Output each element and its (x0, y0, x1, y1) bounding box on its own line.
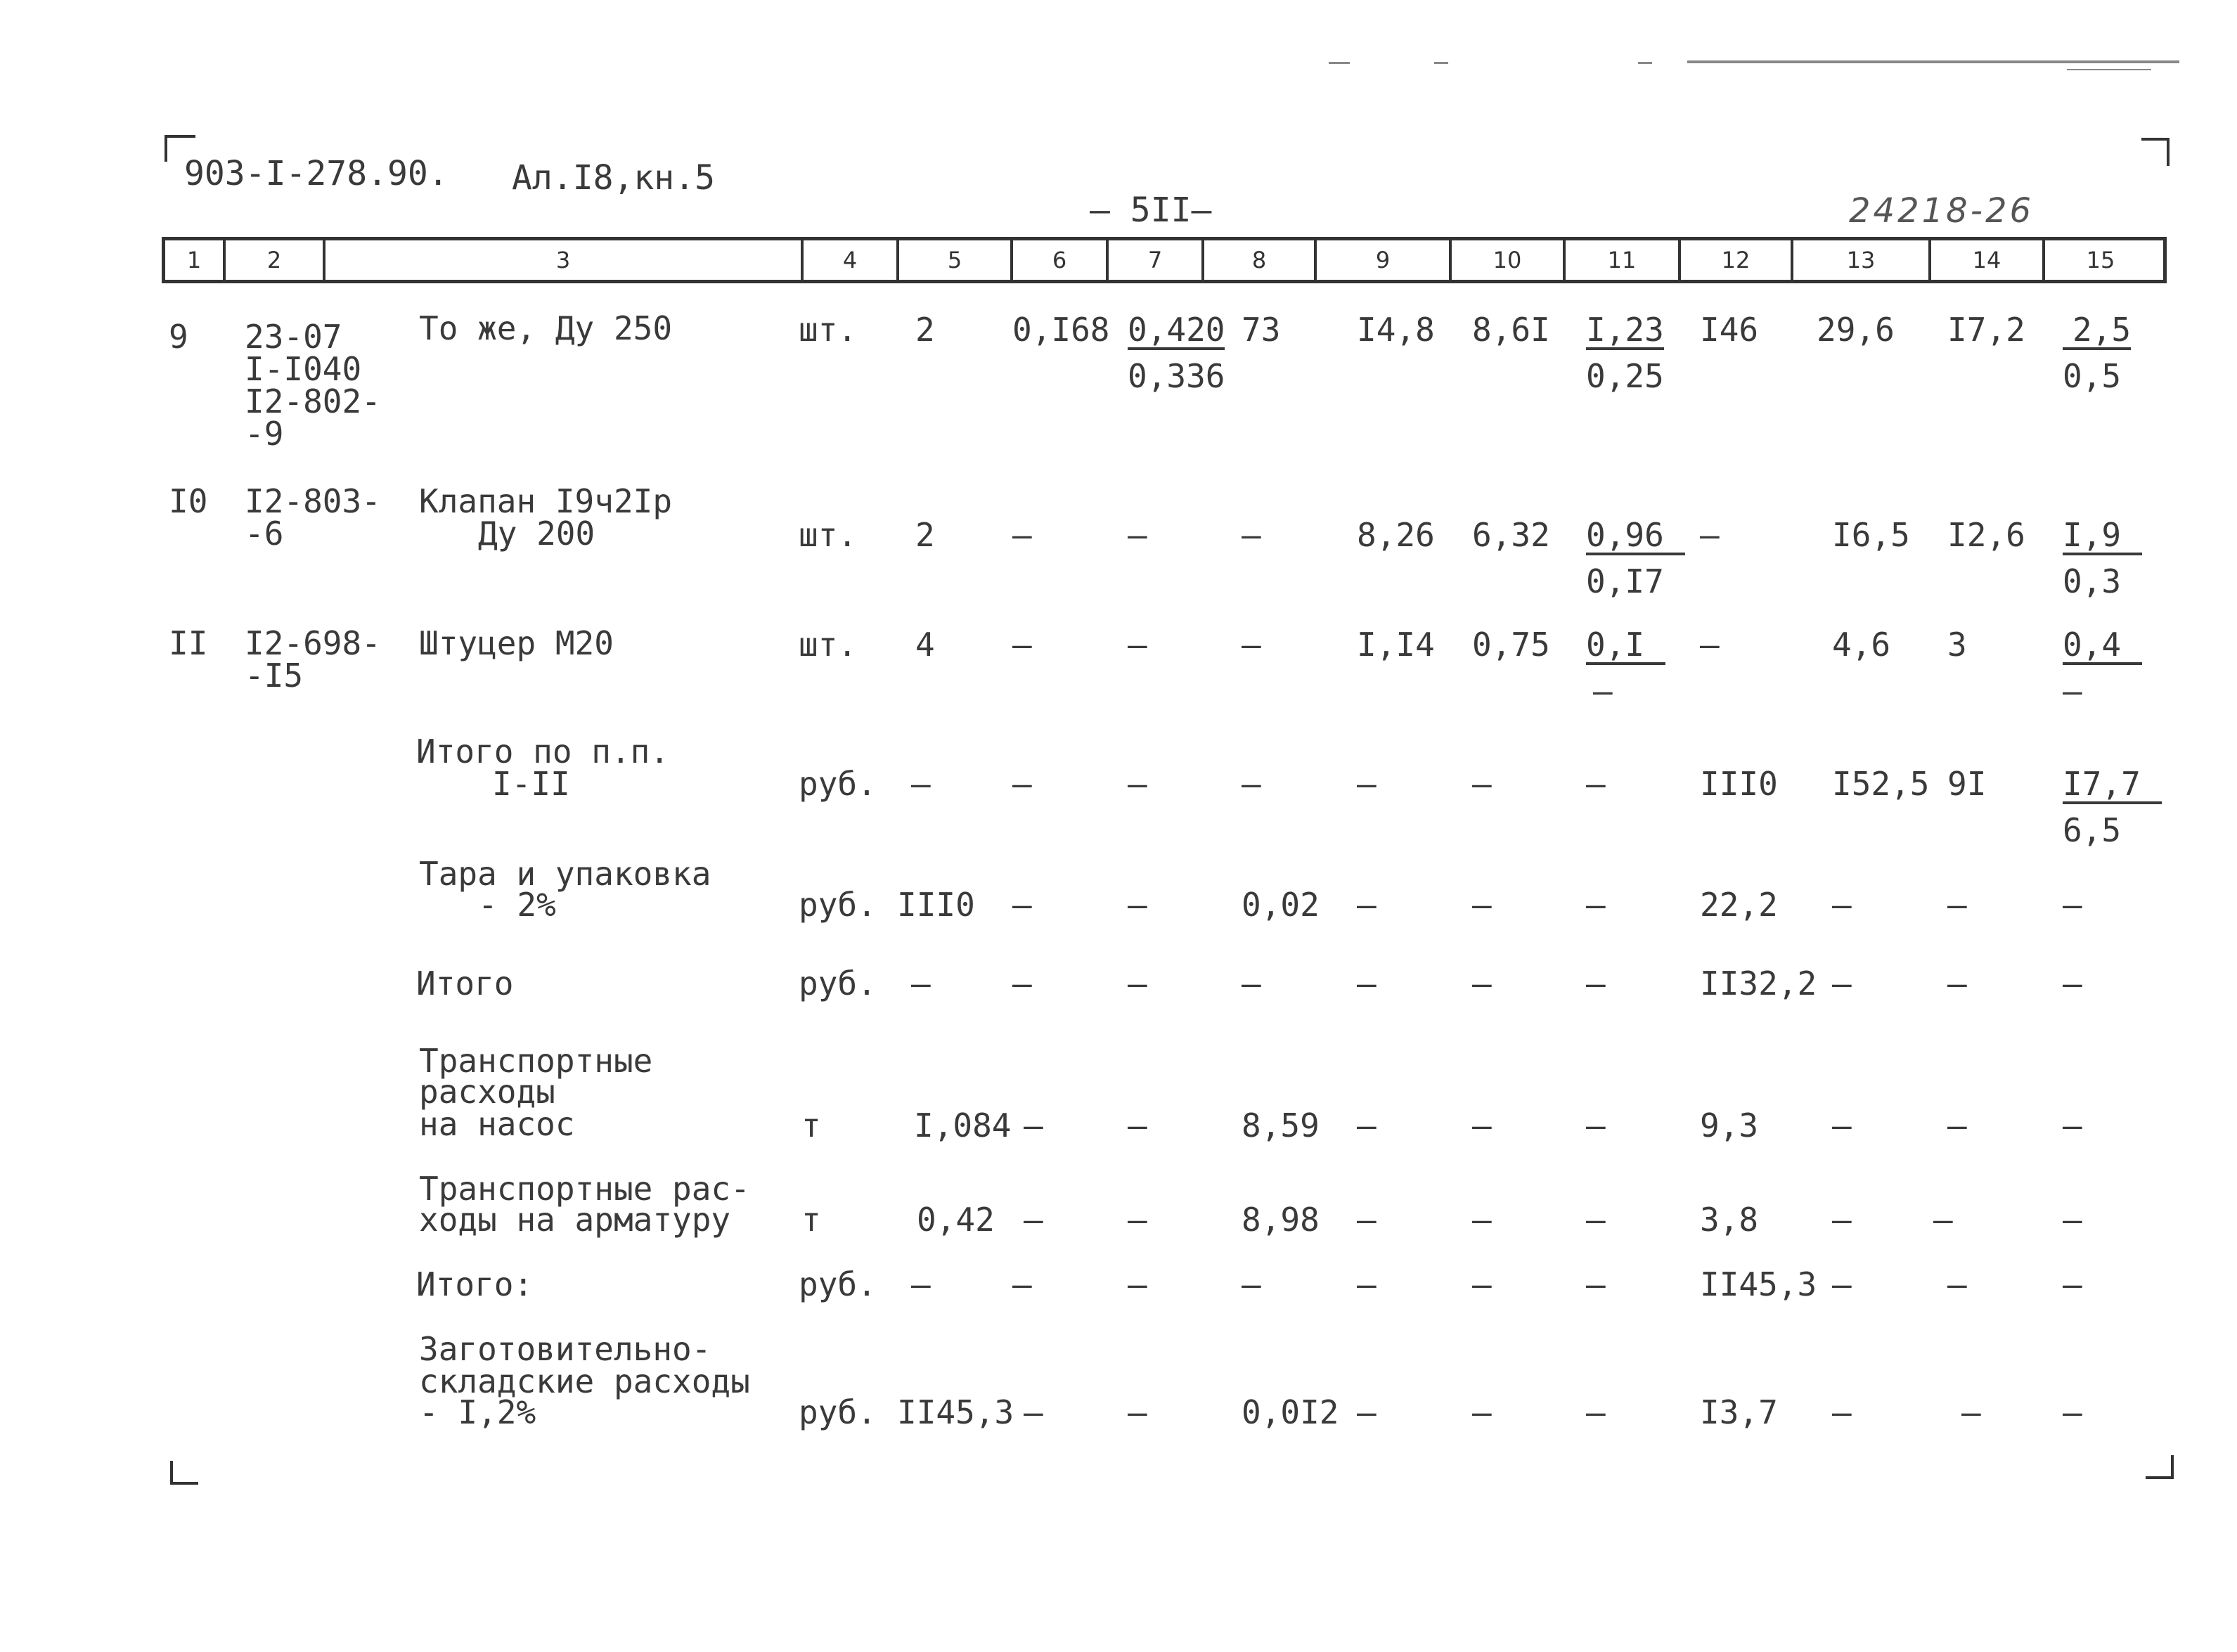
unit: шт. (799, 311, 858, 349)
price-code: -9 (245, 415, 284, 453)
cell-col9: I4,8 (1357, 311, 1435, 349)
cell-col10: – (1472, 1265, 1492, 1303)
cell-col12: – (1700, 626, 1720, 664)
cell-col7: – (1128, 1265, 1147, 1303)
cell-col5: – (911, 765, 931, 803)
unit: шт. (799, 626, 858, 664)
cell-col12: 22,2 (1700, 886, 1778, 924)
cell-col12: I3,7 (1700, 1393, 1778, 1431)
cell-col7: – (1128, 886, 1147, 924)
cell-col5: II45,3 (897, 1393, 1014, 1431)
cell-col6: – (1012, 886, 1032, 924)
item-name: То же, Ду 250 (419, 309, 673, 347)
column-header: 6 (1013, 240, 1109, 280)
cell-col9: – (1357, 1265, 1377, 1303)
item-name: складские расходы (419, 1362, 750, 1400)
corner-mark-bottom-left (170, 1461, 198, 1485)
cell-col5: 0,42 (917, 1201, 995, 1239)
cell-col15: – (2063, 1106, 2082, 1144)
column-header: 5 (899, 240, 1013, 280)
cell-col14: 3 (1947, 626, 1967, 664)
cell-col8: 0,02 (1242, 886, 1320, 924)
cell-col11: – (1586, 1106, 1606, 1144)
column-header: 4 (804, 240, 899, 280)
quantity: 2 (915, 516, 935, 554)
cell-col8: – (1242, 626, 1261, 664)
cell-col11-lower: 0,25 (1586, 357, 1664, 395)
cell-col6: – (1024, 1106, 1043, 1144)
cell-col6: – (1024, 1201, 1043, 1239)
item-name: Ду 200 (478, 515, 595, 553)
cell-col15-lower: 6,5 (2063, 811, 2122, 849)
cell-col7: – (1128, 765, 1147, 803)
cell-col10: – (1472, 886, 1492, 924)
cell-col11: – (1586, 1201, 1606, 1239)
column-header: 9 (1317, 240, 1452, 280)
price-code: I2-698- (245, 624, 381, 662)
cell-col7: – (1128, 1393, 1147, 1431)
unit: т (801, 1201, 821, 1239)
cell-col6: – (1012, 765, 1032, 803)
item-name: - 2% (478, 886, 556, 924)
cell-col12: II32,2 (1700, 964, 1817, 1002)
column-header: 1 (165, 240, 226, 280)
cell-col13: – (1832, 1106, 1852, 1144)
scan-mark (1687, 60, 2179, 63)
item-name: на насос (419, 1105, 575, 1143)
cell-col15: – (2063, 1201, 2082, 1239)
quantity: 2 (915, 311, 935, 349)
item-name: Тара и упаковка (419, 855, 711, 893)
cell-col10: 6,32 (1472, 516, 1550, 554)
cell-col8: 73 (1242, 311, 1281, 349)
price-code: I2-802- (245, 382, 381, 420)
column-header: 14 (1931, 240, 2045, 280)
row-number: I0 (169, 482, 208, 520)
cell-col5: I,084 (914, 1106, 1012, 1144)
item-name: Итого по п.п. (416, 733, 670, 770)
cell-col14: – (1947, 1265, 1967, 1303)
cell-col15: I,9 (2063, 519, 2142, 555)
cell-col15: – (2063, 1265, 2082, 1303)
item-name: - I,2% (419, 1393, 536, 1431)
cell-col13: I6,5 (1832, 516, 1910, 554)
cell-col11: – (1586, 1393, 1606, 1431)
unit: руб. (799, 1393, 877, 1431)
cell-col10: – (1472, 1201, 1492, 1239)
cell-col8: – (1242, 516, 1261, 554)
cell-col6: – (1012, 626, 1032, 664)
cell-col7: – (1128, 626, 1147, 664)
cell-col10: 8,6I (1472, 311, 1550, 349)
cell-col11: I,23 (1586, 311, 1664, 349)
cell-col15-lower: – (2063, 672, 2082, 710)
cell-col9: – (1357, 886, 1377, 924)
cell-col13: 29,6 (1817, 311, 1895, 349)
cell-col9: I,I4 (1357, 626, 1435, 664)
cell-col15-lower: 0,3 (2063, 562, 2122, 600)
cell-col9: – (1357, 765, 1377, 803)
cell-col9: – (1357, 1201, 1377, 1239)
unit: руб. (799, 964, 877, 1002)
cell-col8: – (1242, 1265, 1261, 1303)
cell-col7-lower: 0,336 (1128, 357, 1225, 395)
cell-col12: 9,3 (1700, 1106, 1759, 1144)
cell-col5: – (911, 964, 931, 1002)
cell-col15-lower: 0,5 (2063, 357, 2122, 395)
cell-col12: III0 (1700, 765, 1778, 803)
cell-col12: – (1700, 516, 1720, 554)
cell-col8: – (1242, 765, 1261, 803)
column-header-row (162, 237, 2167, 283)
cell-col8: 8,98 (1242, 1201, 1320, 1239)
item-name: Штуцер М20 (419, 624, 614, 662)
cell-col11: – (1586, 765, 1606, 803)
cell-col13: 4,6 (1832, 626, 1891, 664)
cell-col11: 0,96 (1586, 519, 1685, 555)
cell-col11-lower: 0,I7 (1586, 562, 1664, 600)
cell-col7: – (1128, 516, 1147, 554)
cell-col7: 0,420 (1128, 311, 1225, 349)
item-name: Итого (416, 964, 514, 1002)
row-number: II (169, 624, 208, 662)
cell-col8: – (1242, 964, 1261, 1002)
cell-col10: – (1472, 964, 1492, 1002)
column-header: 3 (325, 240, 804, 280)
unit: т (801, 1106, 821, 1144)
cell-col15: – (2063, 964, 2082, 1002)
corner-mark-top-right (2141, 138, 2170, 166)
cell-col6: – (1012, 516, 1032, 554)
cell-col7: – (1128, 1106, 1147, 1144)
column-header: 11 (1566, 240, 1681, 280)
cell-col6: – (1024, 1393, 1043, 1431)
cell-col11: – (1586, 886, 1606, 924)
item-name: расходы (419, 1073, 555, 1111)
cell-col11-lower: – (1593, 672, 1613, 710)
unit: руб. (799, 886, 877, 924)
column-header: 13 (1793, 240, 1931, 280)
cell-col9: – (1357, 1106, 1377, 1144)
column-header: 12 (1681, 240, 1793, 280)
price-code: I-I040 (245, 350, 362, 388)
cell-col6: – (1012, 1265, 1032, 1303)
column-header: 15 (2086, 247, 2115, 273)
cell-col7: – (1128, 1201, 1147, 1239)
corner-mark-bottom-right (2146, 1455, 2174, 1479)
document-code: 903-I-278.90. (184, 154, 449, 193)
cell-col5: III0 (897, 886, 975, 924)
cell-col9: – (1357, 964, 1377, 1002)
handwritten-stamp: 24218-26 (1849, 191, 2035, 231)
cell-col13: – (1832, 964, 1852, 1002)
cell-col13: – (1832, 1265, 1852, 1303)
cell-col13: – (1832, 1393, 1852, 1431)
cell-col14: – (1947, 886, 1967, 924)
cell-col11: – (1586, 964, 1606, 1002)
cell-col12: 3,8 (1700, 1201, 1759, 1239)
price-code: -6 (245, 515, 284, 553)
cell-col14: 9I (1947, 765, 1987, 803)
album-reference: Ал.I8,кн.5 (512, 158, 715, 198)
scan-mark (1638, 62, 1652, 64)
cell-col11: – (1586, 1265, 1606, 1303)
item-name: Транспортные рас- (419, 1170, 750, 1208)
cell-col13: I52,5 (1832, 765, 1930, 803)
scan-mark (1329, 62, 1350, 64)
column-header: 8 (1204, 240, 1317, 280)
cell-col14: I2,6 (1947, 516, 2025, 554)
unit: руб. (799, 1265, 877, 1303)
item-name: I-II (492, 765, 570, 803)
price-code: 23-07 (245, 318, 342, 356)
unit: руб. (799, 765, 877, 803)
cell-col6: – (1012, 964, 1032, 1002)
cell-col15: – (2063, 1393, 2082, 1431)
row-number: 9 (169, 318, 188, 356)
cell-col14: – (1933, 1201, 1953, 1239)
page-number: — 5II— (1090, 191, 1212, 230)
cell-col15: 2,5 (2063, 314, 2131, 350)
cell-col5: – (911, 1265, 931, 1303)
cell-col15: I7,7 (2063, 768, 2162, 804)
price-code: I2-803- (245, 482, 381, 520)
cell-col11: 0,I (1586, 628, 1665, 665)
column-header: 2 (226, 240, 325, 280)
cell-col12: I46 (1700, 311, 1759, 349)
cell-col13: – (1832, 886, 1852, 924)
item-name: Заготовительно- (419, 1330, 711, 1368)
item-name: Итого: (416, 1265, 534, 1303)
item-name: ходы на арматуру (419, 1201, 731, 1239)
cell-col6: 0,I68 (1012, 311, 1110, 349)
cell-col15: 0,4 (2063, 628, 2142, 665)
scan-mark (1434, 62, 1448, 64)
column-header: 10 (1452, 240, 1566, 280)
cell-col14: I7,2 (1947, 311, 2025, 349)
cell-col8: 0,0I2 (1242, 1393, 1339, 1431)
cell-col13: – (1832, 1201, 1852, 1239)
cell-col10: 0,75 (1472, 626, 1550, 664)
cell-col9: – (1357, 1393, 1377, 1431)
cell-col14: – (1947, 1106, 1967, 1144)
cell-col14: – (1961, 1393, 1981, 1431)
cell-col12: II45,3 (1700, 1265, 1817, 1303)
cell-col10: – (1472, 765, 1492, 803)
scan-mark (2067, 69, 2151, 70)
cell-col7: – (1128, 964, 1147, 1002)
unit: шт. (799, 516, 858, 554)
price-code: -I5 (245, 657, 304, 695)
cell-col9: 8,26 (1357, 516, 1435, 554)
column-header: 7 (1109, 240, 1204, 280)
item-name: Транспортные (419, 1042, 653, 1080)
cell-col10: – (1472, 1106, 1492, 1144)
cell-col10: – (1472, 1393, 1492, 1431)
cell-col8: 8,59 (1242, 1106, 1320, 1144)
cell-col14: – (1947, 964, 1967, 1002)
cell-col15: – (2063, 886, 2082, 924)
item-name: Клапан I9ч2Iр (419, 482, 673, 520)
quantity: 4 (915, 626, 935, 664)
